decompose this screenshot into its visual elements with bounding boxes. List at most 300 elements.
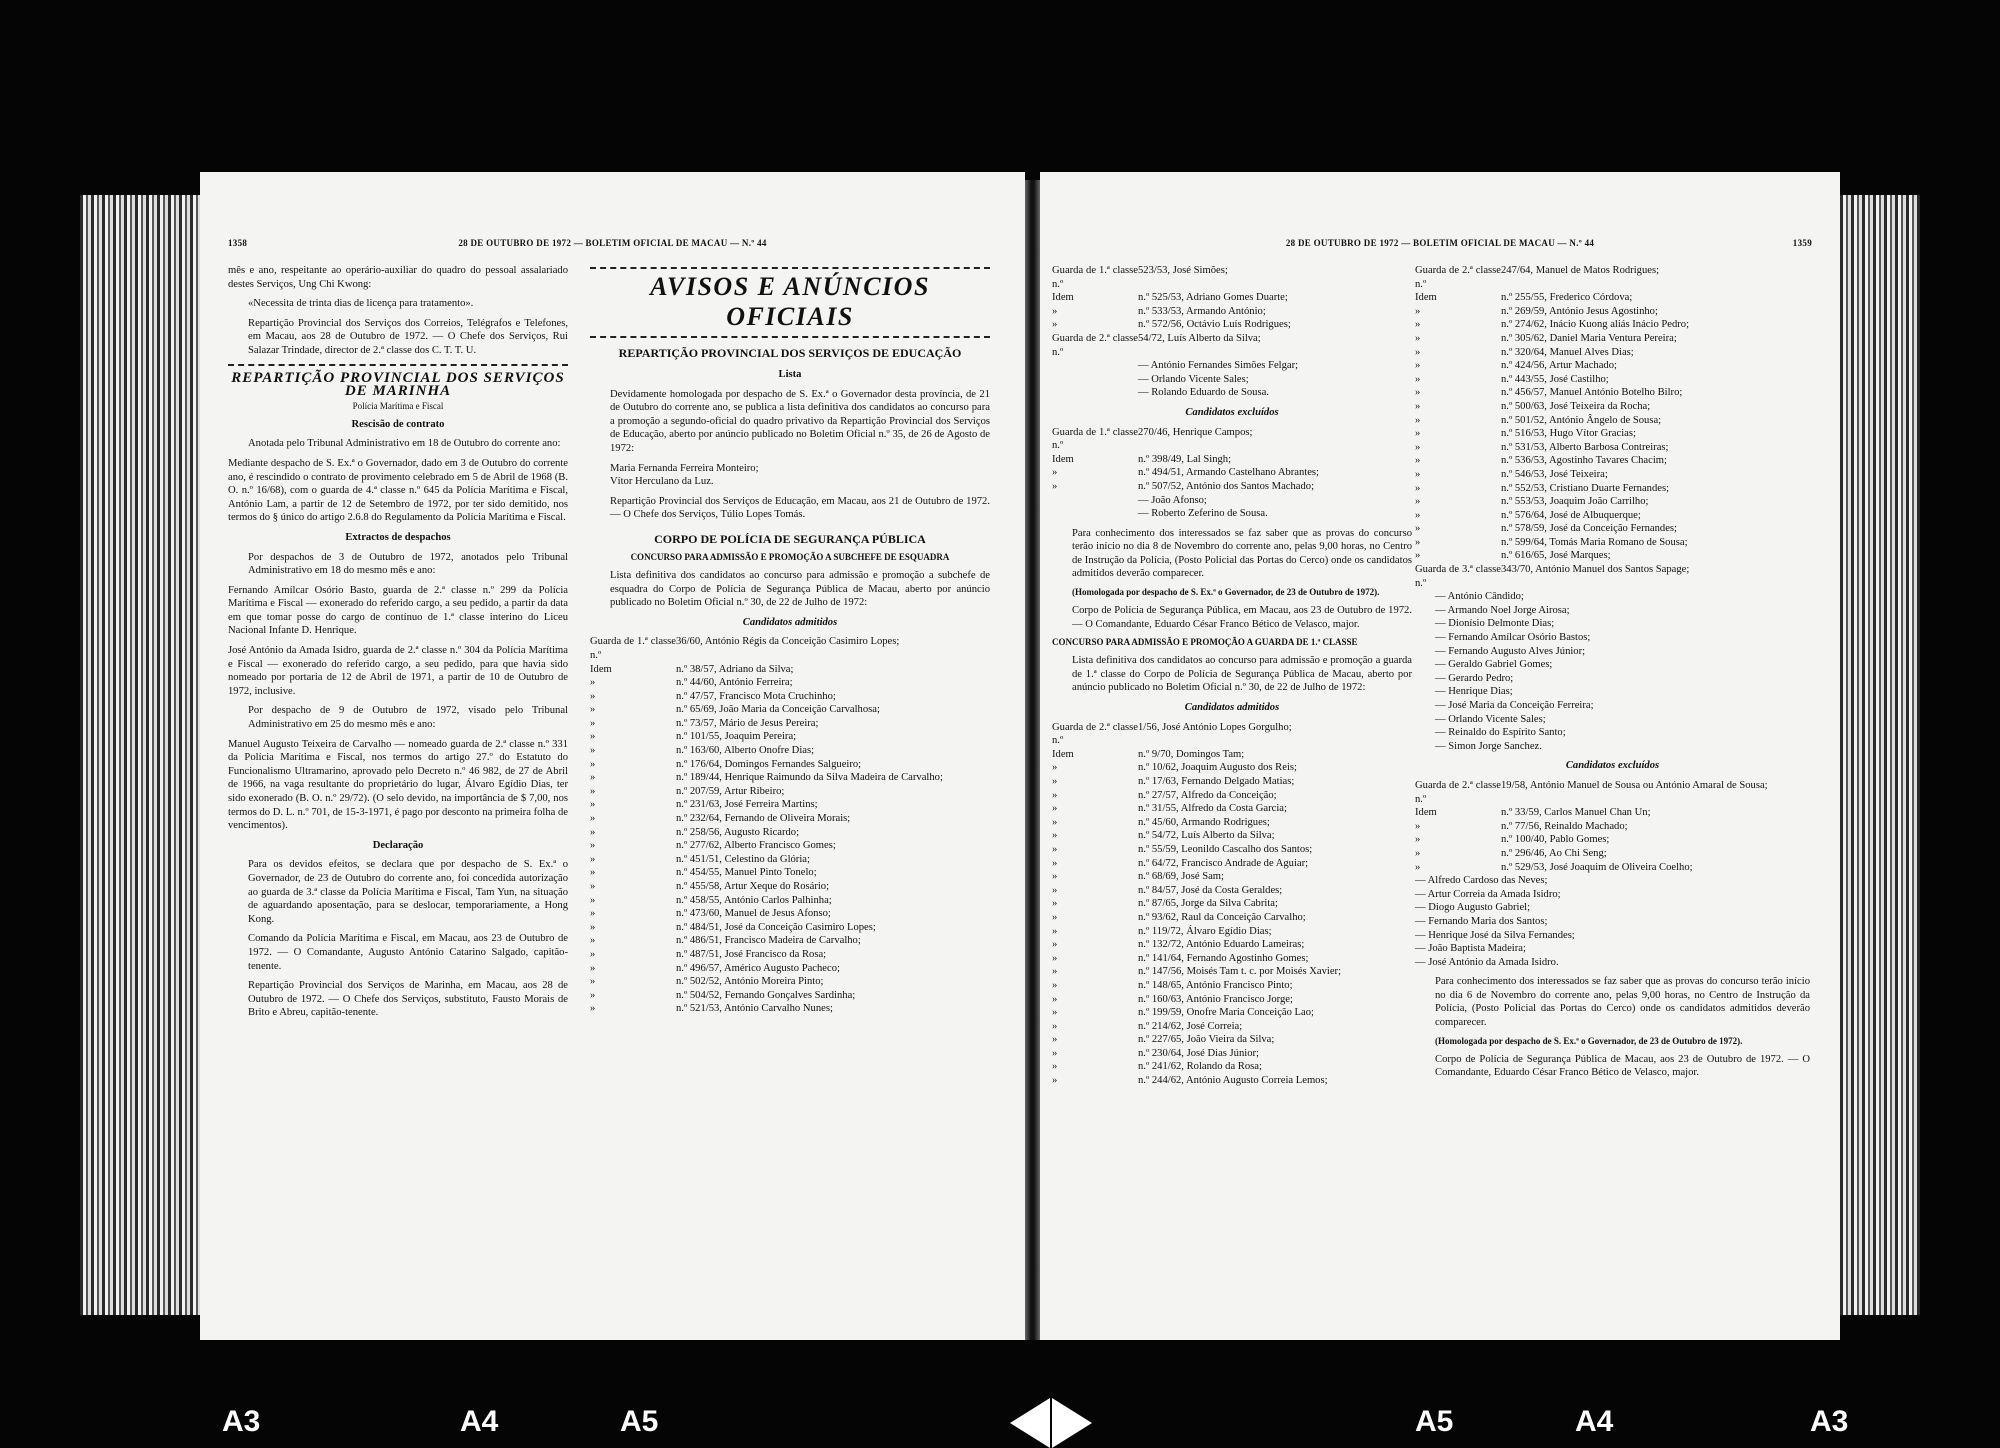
- rank-label: Guarda de 1.ª classe n.º: [590, 636, 676, 661]
- right-column-2: [1415, 264, 1810, 1086]
- rank-label: »: [1052, 884, 1058, 896]
- candidate-entry: n.º 451/51, Celestino da Glória;: [676, 853, 810, 865]
- candidate-entry: n.º 398/49, Lal Singh;: [1138, 453, 1232, 465]
- left-page: [200, 172, 1025, 1340]
- rank-label: Idem: [1052, 453, 1074, 465]
- list-row: [1415, 359, 1810, 373]
- paragraph: Comando da Polícia Marítima e Fiscal, em Macau, aos 23 de Outubro de 1972. — O Comandante, Augusto António Catarino Salgado, capitão-tenente.: [248, 933, 568, 972]
- paragraph: Por despacho de 9 de Outubro de 1972, visado pelo Tribunal Administrativo em 25 do mesmo mês e ano:: [248, 705, 568, 731]
- candidate-entry: n.º 507/52, António dos Santos Machado;: [1138, 480, 1315, 492]
- rank-label: »: [590, 677, 596, 689]
- list-item: — Alfredo Cardoso das Neves;: [1415, 875, 1548, 887]
- paragraph: Para conhecimento dos interessados se faz saber que as provas do concurso terão início no dia 6 de Novembro do corrente ano, pelas 9,00 horas, no Centro de Instrução da Polícia, (Posto Policial das Portas do Cerco) onde os candidatos admitidos deverão comparecer.: [1435, 976, 1810, 1029]
- book-gutter: [1025, 180, 1040, 1340]
- list-row: [590, 853, 990, 867]
- rank-label: »: [1052, 1075, 1058, 1087]
- candidate-entry: n.º 65/69, João Maria da Conceição Carvalhosa;: [676, 704, 880, 716]
- list-row: [1052, 507, 1412, 521]
- list-row: [590, 744, 990, 758]
- section-title: Extractos de despachos: [345, 531, 451, 543]
- list-item: — Reinaldo do Espírito Santo;: [1435, 727, 1566, 739]
- candidate-entry: n.º 189/44, Henrique Raimundo da Silva Madeira de Carvalho;: [676, 772, 943, 784]
- candidate-entry: n.º 424/56, Artur Machado;: [1501, 360, 1617, 372]
- candidate-entry: n.º 148/65, António Francisco Pinto;: [1138, 979, 1293, 991]
- paragraph: Fernando Amílcar Osório Basto, guarda de 2.ª classe n.º 299 da Polícia Marítima e Fiscal — exonerado do referido cargo, a seu pedido, a partir da data em que tomar posse do cargo de contínuo de 1.ª classe interino do Liceu Nacional Infante D. Henrique.: [228, 584, 568, 637]
- list-row: [1415, 386, 1810, 400]
- candidate-entry: 523/53, José Simões;: [1138, 265, 1228, 276]
- candidate-entry: n.º 176/64, Domingos Fernandes Salgueiro;: [676, 758, 862, 770]
- film-arrow-left: [1010, 1398, 1050, 1448]
- list-row: [1052, 761, 1412, 775]
- rank-label: »: [1415, 441, 1421, 453]
- concurso-subtitle: CONCURSO PARA ADMISSÃO E PROMOÇÃO A SUBCHEFE DE ESQUADRA: [630, 551, 950, 562]
- list-row: [1052, 748, 1412, 762]
- list-row: [1415, 536, 1810, 550]
- film-marker: A4: [1575, 1405, 1614, 1438]
- paragraph: Devidamente homologada por despacho de S. Ex.ª o Governador desta província, de 21 de Outubro do corrente ano, se publica a lista definitiva dos candidatos ao concurso para a promoção a segundo-oficial do quadro privativo da Repartição Provincial dos Serviços de Educação, aberto por anúncio publicado no Boletim Oficial n.º 35, de 26 de Agosto de 1972:: [610, 388, 990, 454]
- candidate-entry: n.º 443/55, José Castilho;: [1501, 373, 1609, 385]
- rank-label: »: [1052, 816, 1058, 828]
- quote: «Necessita de trinta dias de licença para tratamento».: [248, 298, 474, 310]
- rank-label: »: [590, 704, 596, 716]
- list-row: [1415, 861, 1810, 875]
- candidate-entry: n.º 599/64, Tomás Maria Romano de Sousa;: [1501, 536, 1688, 548]
- list-row: [1415, 847, 1810, 861]
- candidate-entry: n.º 501/52, António Ângelo de Sousa;: [1501, 414, 1662, 426]
- list-row: [1415, 400, 1810, 414]
- rank-label: Idem: [1052, 292, 1074, 304]
- candidate-entry: n.º 10/62, Joaquim Augusto dos Reis;: [1138, 762, 1297, 774]
- list-row: [1052, 897, 1412, 911]
- list-row: [590, 812, 990, 826]
- candidate-entry: n.º 496/57, Américo Augusto Pacheco;: [676, 962, 840, 974]
- list-row: [590, 975, 990, 989]
- candidate-entry: n.º 55/59, Leonildo Cascalho dos Santos;: [1138, 843, 1313, 855]
- candidate-entry: n.º 199/59, Onofre Maria Conceição Lao;: [1138, 1007, 1314, 1019]
- rank-label: »: [1415, 834, 1421, 846]
- rank-label: »: [1052, 979, 1058, 991]
- list-row: [1052, 1006, 1412, 1020]
- candidate-entry: n.º 231/63, José Ferreira Martins;: [676, 799, 818, 811]
- list-row: [590, 1002, 990, 1016]
- candidate-entry: n.º 487/51, José Francisco da Rosa;: [676, 948, 827, 960]
- candidate-entry: n.º 93/62, Raul da Conceição Carvalho;: [1138, 911, 1306, 923]
- rank-label: »: [1415, 847, 1421, 859]
- rank-label: Guarda de 2.ª classe n.º: [1052, 721, 1138, 747]
- candidate-entry: n.º 160/63, António Francisco Jorge;: [1138, 993, 1293, 1005]
- candidate-entry: n.º 504/52, Fernando Gonçalves Sardinha;: [676, 989, 856, 1001]
- candidate-entry: — João Afonso;: [1138, 494, 1207, 506]
- candidate-entry: n.º 553/53, Joaquim João Carrilho;: [1501, 496, 1649, 508]
- list-item: — Diogo Augusto Gabriel;: [1415, 902, 1531, 914]
- candidate-entry: n.º 214/62, José Correia;: [1138, 1020, 1243, 1032]
- rank-label: »: [1052, 789, 1058, 801]
- list-item: Vítor Herculano da Luz.: [610, 476, 714, 488]
- list-row: [590, 880, 990, 894]
- film-marker: A5: [1415, 1405, 1454, 1438]
- list-row: [1415, 454, 1810, 468]
- candidate-entry: n.º 296/46, Ao Chi Seng;: [1501, 847, 1607, 859]
- rank-label: »: [1052, 1061, 1058, 1073]
- list-row: [1052, 305, 1412, 319]
- list-item: — Geraldo Gabriel Gomes;: [1435, 659, 1553, 671]
- rank-label: »: [590, 881, 596, 892]
- list-item: — José António da Amada Isidro.: [1415, 956, 1559, 968]
- list-item: — Artur Correia da Amada Isidro;: [1415, 888, 1561, 900]
- list-row: [590, 771, 990, 785]
- rank-label: »: [1052, 843, 1058, 855]
- list-row: [590, 962, 990, 976]
- rank-label: »: [1415, 550, 1421, 562]
- candidate-entry: n.º 101/55, Joaquim Pereira;: [676, 731, 797, 743]
- list-row: [590, 798, 990, 812]
- right-page-header: [1040, 238, 1840, 254]
- rank-label: Guarda de 3.ª classe n.º: [1415, 564, 1501, 589]
- candidate-entry: n.º 531/53, Alberto Barbosa Contreiras;: [1501, 441, 1669, 453]
- paragraph: Anotada pelo Tribunal Administrativo em 18 de Outubro do corrente ano:: [248, 438, 561, 450]
- candidate-entry: n.º 232/64, Fernando de Oliveira Morais;: [676, 813, 851, 825]
- list-row: [1052, 466, 1412, 480]
- list-row: [1415, 820, 1810, 834]
- left-page-header: [200, 238, 1025, 254]
- rank-label: Idem: [1415, 292, 1437, 304]
- rank-label: »: [1052, 830, 1058, 842]
- rank-label: »: [590, 908, 596, 920]
- list-row: [590, 989, 990, 1003]
- candidate-entry: n.º 17/63, Fernando Delgado Matias;: [1138, 776, 1295, 787]
- candidate-entry: n.º 119/72, Álvaro Egídio Dias;: [1138, 925, 1272, 937]
- section-title: Candidatos excluídos: [1185, 406, 1279, 418]
- candidate-entry: n.º 207/59, Artur Ribeiro;: [676, 785, 785, 797]
- candidate-entry: n.º 230/64, José Dias Júnior;: [1138, 1047, 1259, 1059]
- list-row: [1415, 468, 1810, 482]
- paragraph: Por despachos de 3 de Outubro de 1972, anotados pelo Tribunal Administrativo em 18 do mesmo mês e ano:: [248, 551, 568, 577]
- rank-label: »: [1415, 509, 1421, 521]
- rank-label: »: [1052, 911, 1058, 923]
- paragraph: Lista definitiva dos candidatos ao concurso para admissão e promoção a subchefe de esquadra do Corpo de Polícia de Segurança Pública de Macau, aberto por anúncio publicado no Boletim Oficial n.º 30, de 22 de Julho de 1972:: [610, 569, 990, 609]
- film-marker: A5: [620, 1405, 659, 1438]
- film-marker: A4: [460, 1405, 499, 1438]
- section-title: Candidatos admitidos: [742, 616, 838, 628]
- candidate-entry: n.º 77/56, Reinaldo Machado;: [1501, 820, 1628, 832]
- educacao-title: REPARTIÇÃO PROVINCIAL DOS SERVIÇOS DE EDUCAÇÃO: [618, 346, 962, 360]
- candidate-entry: n.º 572/56, Octávio Luís Rodrigues;: [1138, 319, 1291, 331]
- list-row: [1415, 495, 1810, 509]
- candidate-entry: — Rolando Eduardo de Sousa.: [1138, 387, 1269, 399]
- candidate-entry: n.º 44/60, António Ferreira;: [676, 677, 793, 689]
- rank-label: »: [1415, 468, 1421, 480]
- rank-label: »: [590, 948, 596, 960]
- rank-label: »: [1415, 861, 1421, 873]
- rank-label: »: [590, 690, 596, 702]
- rank-label: »: [590, 921, 596, 933]
- candidate-entry: n.º 454/55, Manuel Pinto Tonelo;: [676, 867, 817, 879]
- list-row: [1052, 775, 1412, 789]
- rank-label: »: [1415, 346, 1421, 358]
- candidate-entry: n.º 100/40, Pablo Gomes;: [1501, 834, 1610, 846]
- list-row: [1052, 789, 1412, 803]
- list-row: [1052, 884, 1412, 898]
- list-row: [1415, 427, 1810, 441]
- list-row: [1052, 453, 1412, 467]
- list-item: — Fernando Maria dos Santos;: [1415, 915, 1548, 927]
- candidate-entry: 54/72, Luís Alberto da Silva;: [1138, 332, 1261, 344]
- list-row: [1052, 993, 1412, 1007]
- list-row: [1415, 318, 1810, 332]
- rank-label: Idem: [1415, 807, 1437, 819]
- list-row: [1052, 843, 1412, 857]
- list-row: [1052, 979, 1412, 993]
- rank-label: »: [1415, 428, 1421, 440]
- candidate-entry: n.º 616/65, José Marques;: [1501, 550, 1611, 562]
- candidate-entry: n.º 258/56, Augusto Ricardo;: [676, 826, 800, 838]
- section-title: Declaração: [372, 839, 424, 851]
- rank-label: »: [1052, 319, 1058, 331]
- left-column-2: [590, 264, 990, 1016]
- candidate-entry: n.º 54/72, Luís Alberto da Silva;: [1138, 830, 1275, 842]
- paragraph: Corpo de Polícia de Segurança Pública, em Macau, aos 23 de Outubro de 1972. — O Comandante, Eduardo César Franco Bético de Velasco, major.: [1072, 605, 1412, 630]
- rank-label: [1052, 494, 1138, 508]
- right-page-edges: [1840, 195, 1920, 1315]
- candidate-entry: n.º 486/51, Francisco Madeira de Carvalho;: [676, 935, 861, 947]
- rank-label: »: [1415, 496, 1421, 508]
- list-row: [1052, 426, 1412, 453]
- list-row: [1415, 305, 1810, 319]
- rank-label: »: [590, 772, 596, 784]
- list-row: [1052, 938, 1412, 952]
- list-row: [1052, 952, 1412, 966]
- list-row: [1415, 373, 1810, 387]
- right-page-header-title: 28 DE OUTUBRO DE 1972 — BOLETIM OFICIAL DE MACAU — N.º 44: [1285, 238, 1595, 248]
- candidate-entry: n.º 33/59, Carlos Manuel Chan Un;: [1501, 807, 1651, 819]
- paragraph: Lista definitiva dos candidatos ao concurso para admissão e promoção a guarda de 1.ª classe do Corpo de Polícia de Segurança Pública de Macau, aberto por anúncio publicado no Boletim Oficial n.º 30, de 22 de Julho de 1972:: [1072, 655, 1412, 694]
- rank-label: »: [590, 935, 596, 947]
- candidate-entry: n.º 241/62, Rolando da Rosa;: [1138, 1061, 1262, 1073]
- candidate-entry: — Orlando Vicente Sales;: [1138, 373, 1249, 385]
- candidate-entry: n.º 45/60, Armando Rodrigues;: [1138, 816, 1270, 828]
- rank-label: »: [1052, 857, 1058, 869]
- film-marker: A3: [1810, 1405, 1849, 1438]
- rank-label: »: [1415, 360, 1421, 372]
- candidate-entry: — Roberto Zeferino de Sousa.: [1138, 508, 1268, 520]
- rank-label: »: [1415, 482, 1421, 494]
- candidate-entry: n.º 320/64, Manuel Alves Dias;: [1501, 346, 1634, 358]
- list-row: [1052, 1047, 1412, 1061]
- candidate-list: [1415, 264, 1810, 590]
- rank-label: »: [590, 840, 596, 852]
- paragraph: Para conhecimento dos interessados se faz saber que as provas do concurso terão início no dia 8 de Novembro do corrente ano, pelas 9,00 horas, no Centro de Instrução da Polícia, (Posto Policial das Portas do Cerco) onde os candidatos admitidos deverão comparecer.: [1072, 527, 1412, 580]
- candidate-entry: n.º 455/58, Artur Xeque do Rosário;: [676, 881, 830, 892]
- list-row: [590, 907, 990, 921]
- rank-label: [1052, 373, 1138, 387]
- candidate-entry: n.º 68/69, José Sam;: [1138, 871, 1224, 883]
- candidate-entry: n.º 64/72, Francisco Andrade de Aguiar;: [1138, 857, 1309, 869]
- list-row: [1052, 1020, 1412, 1034]
- list-row: [1415, 806, 1810, 820]
- rank-label: »: [590, 989, 596, 1001]
- list-row: [1052, 373, 1412, 387]
- rank-label: Guarda de 2.ª classe n.º: [1415, 779, 1501, 805]
- section-title: Rescisão de contrato: [351, 418, 445, 430]
- list-row: [590, 785, 990, 799]
- candidate-entry: n.º 274/62, Inácio Kuong aliás Inácio Pedro;: [1501, 319, 1690, 331]
- list-row: [1052, 857, 1412, 871]
- rank-label: »: [590, 1003, 596, 1015]
- candidate-entry: n.º 500/63, José Teixeira da Rocha;: [1501, 400, 1651, 412]
- list-row: [1052, 965, 1412, 979]
- list-row: [1415, 414, 1810, 428]
- list-row: [1415, 291, 1810, 305]
- candidate-entry: n.º 141/64, Fernando Agostinho Gomes;: [1138, 952, 1309, 964]
- candidate-entry: n.º 38/57, Adriano da Silva;: [676, 663, 794, 675]
- rank-label: »: [1052, 305, 1058, 317]
- list-row: [590, 826, 990, 840]
- candidate-entry: n.º 484/51, José da Conceição Casimiro Lopes;: [676, 921, 876, 933]
- ctt-signature: Repartição Provincial dos Serviços dos Correios, Telégrafos e Telefones, em Macau, aos 28 de Outubro de 1972. — O Chefe dos Serviços, Rui Salazar Trindade, director de 2.ª classe dos C. T. T. U.: [248, 317, 568, 356]
- list-item: — Armando Noel Jorge Airosa;: [1435, 604, 1570, 616]
- admitidos-list: [590, 635, 990, 1016]
- list-row: [1052, 1060, 1412, 1074]
- list-row: [590, 690, 990, 704]
- candidate-entry: n.º 533/53, Armando António;: [1138, 305, 1266, 317]
- list-item: — José Maria da Conceição Ferreira;: [1435, 700, 1594, 711]
- list-row: [1052, 359, 1412, 373]
- list-row: [1052, 386, 1412, 400]
- paragraph: Mediante despacho de S. Ex.ª o Governador, dado em 3 de Outubro do corrente ano, é rescindido o contrato de provimento celebrado em 5 de Abril de 1968 (B. O. n.º 16/68), com o guarda de 4.ª classe n.º 645 da Polícia Marítima e Fiscal, António Lam, a partir de 12 de Setembro de 1972, por ter sido demitido, nos termos do § único do artigo 2.6.8 do Regulamento da Polícia Marítima e Fiscal.: [228, 457, 568, 524]
- rank-label: »: [1415, 373, 1421, 385]
- rank-label: »: [1052, 1007, 1058, 1019]
- candidate-entry: n.º 87/65, Jorge da Silva Cabrita;: [1138, 898, 1278, 910]
- list-row: [1415, 509, 1810, 523]
- candidate-entry: 247/64, Manuel de Matos Rodrigues;: [1501, 265, 1660, 276]
- paragraph: Corpo de Polícia de Segurança Pública de Macau, aos 23 de Outubro de 1972. — O Comandante, Eduardo César Franco Bético de Velasco, major.: [1435, 1053, 1810, 1079]
- rank-label: »: [1052, 467, 1058, 479]
- homologada-note: (Homologada por despacho de S. Ex.ª o Governador, de 23 de Outubro de 1972).: [1072, 587, 1380, 598]
- rank-label: »: [590, 976, 596, 988]
- list-item: — Dionísio Delmonte Dias;: [1435, 618, 1555, 630]
- left-page-number: 1358: [228, 238, 248, 248]
- candidate-entry: n.º 521/53, António Carvalho Nunes;: [676, 1003, 833, 1015]
- dash-list: [1415, 874, 1810, 969]
- candidate-entry: n.º 255/55, Frederico Córdova;: [1501, 292, 1633, 304]
- list-row: [1052, 925, 1412, 939]
- list-row: [1415, 779, 1810, 806]
- list-row: [590, 758, 990, 772]
- candidate-entry: n.º 529/53, José Joaquim de Oliveira Coelho;: [1501, 861, 1693, 873]
- policia-subtitle: Polícia Marítima e Fiscal: [352, 400, 444, 411]
- list-row: [590, 839, 990, 853]
- candidate-entry: 36/60, António Régis da Conceição Casimiro Lopes;: [676, 636, 900, 648]
- list-item: — Henrique José da Silva Fernandes;: [1415, 929, 1575, 941]
- candidate-entry: n.º 473/60, Manuel de Jesus Afonso;: [676, 908, 831, 920]
- rank-label: Idem: [590, 663, 612, 675]
- list-row: [1052, 816, 1412, 830]
- rank-label: »: [590, 799, 596, 811]
- list-row: [1052, 911, 1412, 925]
- candidate-entry: n.º 502/52, António Moreira Pinto;: [676, 976, 824, 988]
- candidate-entry: n.º 9/70, Domingos Tam;: [1138, 748, 1245, 760]
- list-row: [590, 894, 990, 908]
- list-item: — Fernando Amílcar Osório Bastos;: [1435, 632, 1591, 644]
- list-row: [1052, 1033, 1412, 1047]
- rank-label: Guarda de 1.ª classe n.º: [1052, 265, 1138, 290]
- rank-label: »: [590, 745, 596, 757]
- rank-label: Guarda de 2.ª classe n.º: [1052, 332, 1138, 358]
- section-title: Candidatos admitidos: [1184, 702, 1280, 714]
- rank-label: »: [1415, 536, 1421, 548]
- rank-label: »: [590, 826, 596, 838]
- rank-label: Idem: [1052, 748, 1074, 760]
- list-row: [1052, 494, 1412, 508]
- paragraph: Para os devidos efeitos, se declara que por despacho de S. Ex.ª o Governador, de 23 de Outubro do corrente ano, foi concedida autorização ao guarda de 3.ª classe da Polícia Marítima e Fiscal, Tam Yun, na situação de aguardando aposentação, para se deslocar, temporariamente, a Hong Kong.: [248, 859, 568, 925]
- candidate-entry: n.º 305/62, Daniel Maria Ventura Pereira;: [1501, 332, 1677, 344]
- list-row: [1415, 332, 1810, 346]
- section-title: Lista: [778, 369, 802, 380]
- dash-list: [1415, 590, 1810, 753]
- list-row: [590, 703, 990, 717]
- list-row: [1052, 802, 1412, 816]
- rank-label: »: [1052, 1020, 1058, 1032]
- rank-label: [1052, 507, 1138, 521]
- rank-label: »: [1052, 939, 1058, 951]
- divider: [590, 336, 990, 338]
- list-row: [1052, 870, 1412, 884]
- left-page-header-title: 28 DE OUTUBRO DE 1972 — BOLETIM OFICIAL DE MACAU — N.º 44: [458, 238, 767, 248]
- list-row: [1052, 332, 1412, 359]
- candidate-entry: n.º 494/51, Armando Castelhano Abrantes;: [1138, 467, 1319, 479]
- marinha-banner: REPARTIÇÃO PROVINCIAL DOS SERVIÇOS DE MARINHA: [231, 369, 565, 400]
- list-row: [590, 635, 990, 662]
- divider: [228, 364, 568, 366]
- list-item: — Fernando Augusto Alves Júnior;: [1435, 645, 1586, 657]
- candidate-entry: n.º 456/57, Manuel António Botelho Bilro;: [1501, 387, 1683, 399]
- list-row: [1415, 549, 1810, 563]
- list-row: [1415, 482, 1810, 496]
- paragraph: José António da Amada Isidro, guarda de 2.ª classe n.º 304 da Polícia Marítima e Fiscal — exonerado do referido cargo, a seu pedido, para que havia sido nomeado por portaria de 12 de Abril de 1971, a partir de 10 de Outubro de 1972, inclusive.: [228, 645, 568, 697]
- list-row: [1415, 264, 1810, 291]
- list-row: [1052, 264, 1412, 291]
- list-row: [1415, 522, 1810, 536]
- candidate-entry: n.º 546/53, José Teixeira;: [1501, 468, 1608, 480]
- rank-label: »: [1052, 480, 1058, 492]
- candidate-entry: n.º 458/55, António Carlos Palhinha;: [676, 894, 832, 906]
- rank-label: »: [1415, 455, 1421, 467]
- rank-label: »: [1052, 871, 1058, 883]
- rank-label: Guarda de 1.ª classe n.º: [1052, 426, 1138, 452]
- admitidos-list: [1052, 721, 1412, 1088]
- rank-label: »: [1052, 966, 1058, 978]
- rank-label: »: [590, 758, 596, 770]
- candidate-entry: n.º 227/65, João Vieira da Silva;: [1138, 1034, 1275, 1046]
- candidate-entry: n.º 277/62, Alberto Francisco Gomes;: [676, 840, 836, 852]
- film-arrow-right: [1052, 1398, 1092, 1448]
- list-row: [590, 730, 990, 744]
- rank-label: [1052, 359, 1138, 373]
- candidate-entry: n.º 47/57, Francisco Mota Cruchinho;: [676, 690, 836, 702]
- list-row: [590, 663, 990, 677]
- rank-label: »: [1052, 1047, 1058, 1059]
- right-page: [1040, 172, 1840, 1340]
- list-row: [1052, 291, 1412, 305]
- list-row: [590, 676, 990, 690]
- candidate-list: [1052, 264, 1412, 400]
- list-row: [1415, 441, 1810, 455]
- list-row: [1415, 346, 1810, 360]
- paragraph: Repartição Provincial dos Serviços de Educação, em Macau, aos 21 de Outubro de 1972. — O Chefe dos Serviços, Túlio Lopes Tomás.: [610, 495, 990, 521]
- list-row: [1415, 563, 1810, 590]
- list-row: [590, 921, 990, 935]
- candidate-entry: — António Fernandes Simões Felgar;: [1138, 360, 1299, 372]
